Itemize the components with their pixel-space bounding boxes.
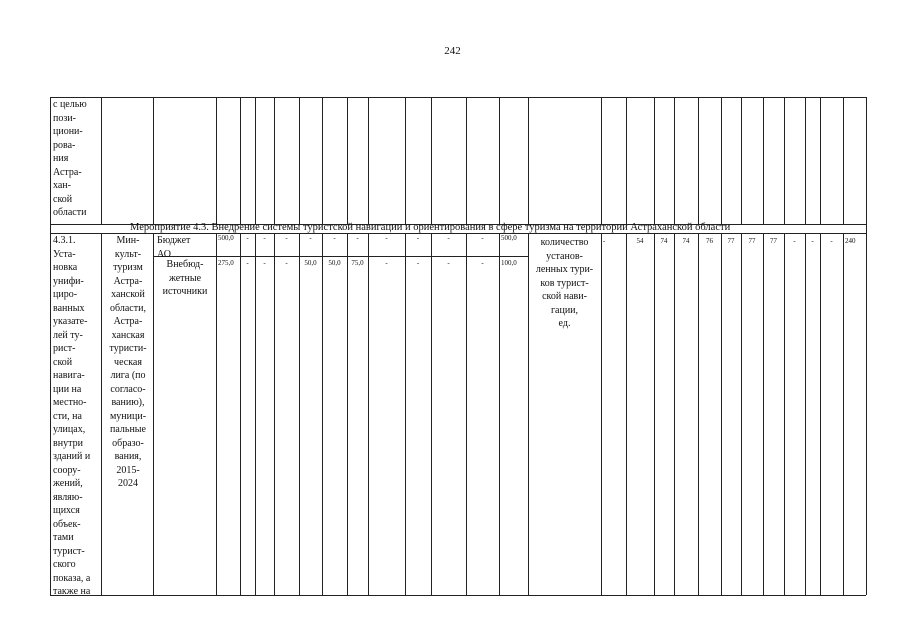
column-line	[368, 97, 369, 224]
budget-value-cell: -	[263, 234, 266, 242]
prev-row-text-line: циони-	[53, 126, 83, 137]
column-line	[805, 97, 806, 224]
indicator-value-cell: 77	[770, 237, 777, 245]
item-name-line: тами	[53, 532, 74, 543]
item-executor-line: вания,	[114, 451, 142, 462]
prev-row-text-line: ния	[53, 153, 69, 164]
budget-value-cell: -	[309, 234, 312, 242]
item-executor-line: Мин-	[116, 235, 140, 246]
indicator-name-line: ленных тури-	[535, 264, 594, 275]
item-name-line: зданий и	[53, 451, 91, 462]
column-line	[499, 97, 500, 224]
column-line	[626, 97, 627, 224]
column-line	[216, 233, 217, 595]
item-name-line: рист-	[53, 343, 76, 354]
item-name-line: жений,	[53, 478, 83, 489]
column-line	[240, 233, 241, 595]
item-name-line: ванных	[53, 302, 85, 314]
indicator-name-line: гации,	[550, 304, 579, 316]
item-executor-line: образо-	[112, 437, 144, 449]
item-executor-line: муници-	[109, 410, 147, 422]
item-name-line: внутри	[53, 437, 83, 449]
item-name-line: Уста-	[53, 248, 76, 260]
column-line	[255, 97, 256, 224]
item-name-line: новка	[53, 262, 78, 273]
item-executor-line: 2015-	[116, 464, 140, 476]
column-line	[721, 233, 722, 595]
item-executor-line: туристи-	[109, 343, 147, 354]
table-bottom-border	[50, 595, 866, 596]
item-executor-line: согласо-	[110, 383, 146, 395]
extra-value-cell: -	[385, 259, 388, 267]
budget-value-cell: -	[356, 234, 359, 242]
column-line	[843, 97, 844, 224]
column-line	[216, 97, 217, 224]
item-name-line: турист-	[53, 545, 85, 557]
column-line	[674, 233, 675, 595]
column-line	[654, 97, 655, 224]
column-line	[299, 97, 300, 224]
column-line	[240, 97, 241, 224]
item-name-line: улицах,	[53, 424, 86, 435]
column-line	[626, 233, 627, 595]
item-name-line: местно-	[53, 397, 87, 408]
prev-row-text-line: с целью	[53, 99, 87, 110]
column-line	[322, 97, 323, 224]
item-name-line: унифи-	[53, 275, 84, 287]
item-name-line: являю-	[53, 491, 83, 503]
extra-value-cell: 100,0	[501, 259, 517, 267]
item-executor-line: культ-	[114, 248, 142, 260]
extra-value-cell: 75,0	[351, 259, 364, 267]
extra-value-cell: -	[246, 259, 249, 267]
item-name-line: сти, на	[53, 410, 82, 422]
column-line	[153, 233, 154, 595]
column-line	[347, 97, 348, 224]
indicator-value-cell: -	[811, 237, 814, 245]
item-name-line: навига-	[53, 370, 85, 381]
budget-value-cell: -	[285, 234, 288, 242]
column-line	[101, 97, 102, 224]
column-line	[101, 233, 102, 595]
column-line	[805, 233, 806, 595]
indicator-value-cell: -	[603, 237, 606, 245]
column-line	[820, 97, 821, 224]
prev-row-text-line: области	[53, 207, 87, 218]
source-extra	[155, 258, 215, 299]
table-top-border	[50, 97, 866, 98]
section-heading: Мероприятие 4.3. Внедрение системы туристской навигации и ориентирования в сфере туризма на территории Астраханской области	[130, 222, 731, 233]
column-line	[405, 233, 406, 595]
column-line	[674, 97, 675, 224]
column-line	[528, 97, 529, 224]
indicator-value-cell: 76	[706, 237, 713, 245]
table-border	[50, 97, 51, 595]
indicator-name	[528, 236, 601, 331]
extra-value-cell: -	[447, 259, 450, 267]
column-line	[763, 233, 764, 595]
budget-value-cell: -	[447, 234, 450, 242]
column-line	[721, 97, 722, 224]
source-budget	[157, 234, 215, 261]
item-executor-line: туризм	[113, 262, 143, 273]
indicator-value-cell: 74	[682, 237, 690, 245]
item-name-line: объек-	[53, 518, 81, 530]
item-name-line: 4.3.1.	[53, 235, 76, 246]
column-line	[820, 233, 821, 595]
column-line	[274, 97, 275, 224]
indicator-value-cell: -	[830, 237, 833, 245]
indicator-value-cell: 74	[660, 237, 668, 245]
page-number: 242	[444, 45, 461, 57]
indicator-name-line: ской нави-	[542, 291, 587, 302]
column-line	[698, 233, 699, 595]
indicator-value-cell: -	[793, 237, 796, 245]
item-executor-line: лига (по	[110, 370, 146, 381]
budget-value-cell: -	[481, 234, 484, 242]
item-executor-line: ванию),	[111, 397, 145, 408]
item-name-line: ской	[53, 356, 73, 368]
prev-row-text	[53, 98, 100, 220]
indicator-name-line: ед.	[558, 318, 571, 329]
item-name-line: ского	[53, 559, 76, 570]
column-line	[347, 233, 348, 595]
column-line	[274, 233, 275, 595]
item-executor	[103, 234, 153, 491]
item-executor-line: 2024	[118, 478, 138, 489]
item-name-line: щихся	[53, 505, 80, 516]
indicator-value-cell: 240	[845, 237, 856, 245]
extra-value-cell: -	[263, 259, 266, 267]
indicator-value-cell: 77	[748, 237, 756, 245]
item-name-line: указате-	[53, 316, 88, 327]
indicator-value-cell: 54	[636, 237, 644, 245]
prev-row-text-line: хан-	[53, 180, 71, 191]
column-line	[466, 97, 467, 224]
column-line	[368, 233, 369, 595]
column-line	[601, 233, 602, 595]
item-name-line: лей ту-	[53, 329, 83, 341]
extra-value-cell: -	[481, 259, 484, 267]
source-extra-line: источники	[162, 286, 208, 297]
column-line	[255, 233, 256, 595]
column-line	[741, 97, 742, 224]
extra-value-cell: -	[416, 259, 420, 267]
budget-value-cell: -	[416, 234, 420, 242]
source-budget-line: Бюджет	[157, 235, 191, 246]
item-executor-line: Астра-	[113, 316, 143, 327]
prev-row-text-line: пози-	[53, 112, 76, 124]
budget-value-cell: 500,0	[501, 234, 517, 242]
budget-value-cell: -	[385, 234, 388, 242]
budget-value-cell: 500,0	[218, 234, 234, 242]
item-executor-line: пальные	[110, 424, 146, 435]
item-name-line: циро-	[53, 289, 78, 300]
column-line	[601, 97, 602, 224]
column-line	[654, 233, 655, 595]
column-line	[405, 97, 406, 224]
item-name-line: показа, а	[53, 572, 91, 584]
source-budget-line: АО	[157, 248, 171, 260]
extra-value-cell: 50,0	[304, 259, 317, 267]
item-name-line: ции на	[53, 383, 82, 395]
item-executor-line: ханская	[111, 329, 145, 341]
column-line	[784, 233, 785, 595]
source-extra-line: Внебюд-	[166, 259, 204, 270]
extra-value-cell: -	[285, 259, 288, 267]
item-executor-line: ханской	[111, 289, 145, 300]
source-extra-line: жетные	[168, 272, 202, 284]
column-line	[741, 233, 742, 595]
item-name-line: также на	[53, 586, 91, 597]
column-line	[431, 97, 432, 224]
column-line	[843, 233, 844, 595]
indicator-value-cell: 77	[727, 237, 735, 245]
prev-row-text-line: ской	[53, 193, 73, 205]
item-name	[53, 234, 101, 599]
indicator-name-line: количество	[540, 237, 589, 248]
item-name-line: соору-	[53, 464, 81, 476]
column-line	[431, 233, 432, 595]
column-line	[763, 97, 764, 224]
column-line	[322, 233, 323, 595]
column-line	[299, 233, 300, 595]
extra-value-cell: 50,0	[328, 259, 341, 267]
column-line	[153, 97, 154, 224]
indicator-name-line: ков турист-	[540, 277, 589, 289]
indicator-name-line: установ-	[546, 250, 583, 262]
budget-value-cell: -	[246, 234, 249, 242]
table-border	[866, 97, 867, 595]
column-line	[698, 97, 699, 224]
extra-value-cell: 275,0	[218, 259, 234, 267]
budget-value-cell: -	[333, 234, 336, 242]
prev-row-text-line: рова-	[53, 139, 76, 151]
item-executor-line: области,	[110, 302, 146, 314]
prev-row-text-line: Астра-	[53, 166, 82, 178]
item-executor-line: ческая	[114, 356, 142, 368]
column-line	[784, 97, 785, 224]
column-line	[466, 233, 467, 595]
item-executor-line: Астра-	[113, 275, 143, 287]
column-line	[499, 233, 500, 595]
